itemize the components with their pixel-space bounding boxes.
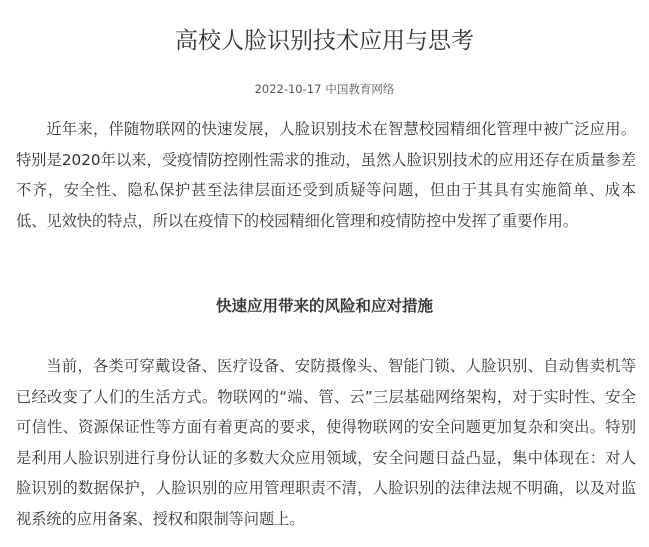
publish-date: 2022-10-17	[254, 82, 322, 96]
paragraph-risks: 当前，各类可穿戴设备、医疗设备、安防摄像头、智能门锁、人脸识别、自动售卖机等已经改变了人们的生活方式。物联网的“端、管、云”三层基础网络架构，对于实时性、安全可信性、资源保证性等方面有着更高的要求，使得物联网的安全问题更加复杂和突出。特别是利用人脸识别进行身份认证的多数大众应用领域，安全问题日益凸显，集中体现在：对人脸识别的数据保护，人脸识别的应用管理职责不清，人脸识别的法律法规不明确，以及对监视系统的应用备案、授权和限制等问题上。	[16, 357, 636, 528]
paragraph-intro: 近年来，伴随物联网的快速发展，人脸识别技术在智慧校园精细化管理中被广泛应用。特别是2020年以来，受疫情防控刚性需求的推动，虽然人脸识别技术的应用还存在质量参差不齐，安全性、隐私保护甚至法律层面还受到质疑等问题，但由于其具有实施简单、成本低、见效快的特点，所以在疫情下的校园精细化管理和疫情防控中发挥了重要作用。	[16, 120, 636, 230]
article-source: 中国教育网络	[325, 82, 395, 96]
section-heading: 快速应用带来的风险和应对措施	[215, 297, 433, 315]
article-meta	[0, 81, 649, 97]
article-title: 高校人脸识别技术应用与思考	[175, 28, 474, 54]
